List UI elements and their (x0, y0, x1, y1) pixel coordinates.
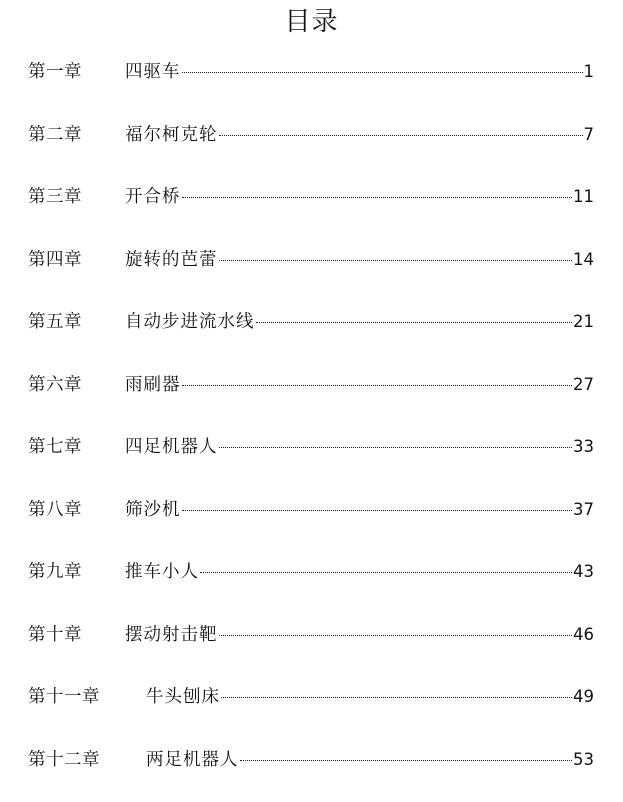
chapter-title: 摆动射击靶 (125, 623, 218, 647)
dot-leader (182, 72, 583, 73)
dot-leader (182, 385, 573, 386)
chapter-label: 第三章 (28, 185, 125, 209)
page-title: 目录 (0, 2, 623, 42)
chapter-label: 第六章 (28, 373, 125, 397)
chapter-title: 筛沙机 (125, 498, 181, 522)
toc-entry-5[interactable] (28, 302, 594, 365)
page-number: 33 (573, 435, 594, 459)
chapter-title: 推车小人 (125, 560, 199, 584)
toc-entry-11[interactable] (28, 677, 594, 740)
chapter-label: 第九章 (28, 560, 125, 584)
dot-leader (221, 697, 572, 698)
toc-entry-10[interactable] (28, 615, 594, 678)
chapter-title: 雨刷器 (125, 373, 181, 397)
toc-entry-7[interactable] (28, 427, 594, 490)
chapter-title: 四驱车 (125, 60, 181, 84)
chapter-title: 牛头刨床 (146, 685, 220, 709)
page-number: 21 (573, 310, 594, 334)
dot-leader (240, 760, 573, 761)
chapter-title: 两足机器人 (146, 748, 239, 772)
page-number: 43 (573, 560, 594, 584)
toc-entry-8[interactable] (28, 490, 594, 553)
dot-leader (219, 260, 573, 261)
chapter-label: 第一章 (28, 60, 125, 84)
dot-leader (182, 197, 573, 198)
chapter-label: 第八章 (28, 498, 125, 522)
chapter-label: 第七章 (28, 435, 125, 459)
dot-leader (219, 635, 573, 636)
page-number: 1 (584, 60, 595, 84)
chapter-label: 第十章 (28, 623, 125, 647)
toc-entry-9[interactable] (28, 552, 594, 615)
page-number: 37 (573, 498, 594, 522)
dot-leader (200, 572, 572, 573)
chapter-title: 自动步进流水线 (125, 310, 255, 334)
page-number: 11 (573, 185, 594, 209)
chapter-title: 开合桥 (125, 185, 181, 209)
page-number: 14 (573, 248, 594, 272)
page-number: 53 (573, 748, 594, 772)
dot-leader (182, 510, 573, 511)
dot-leader (256, 322, 573, 323)
chapter-label: 第十二章 (28, 748, 146, 772)
chapter-label: 第十一章 (28, 685, 146, 709)
chapter-title: 四足机器人 (125, 435, 218, 459)
dot-leader (219, 447, 573, 448)
page-number: 49 (573, 685, 594, 709)
table-of-contents (28, 52, 594, 802)
chapter-label: 第四章 (28, 248, 125, 272)
toc-entry-2[interactable] (28, 115, 594, 178)
toc-entry-6[interactable] (28, 365, 594, 428)
chapter-label: 第五章 (28, 310, 125, 334)
chapter-label: 第二章 (28, 123, 125, 147)
toc-entry-4[interactable] (28, 240, 594, 303)
page-number: 46 (573, 623, 594, 647)
page-number: 27 (573, 373, 594, 397)
toc-entry-3[interactable] (28, 177, 594, 240)
page-number: 7 (584, 123, 595, 147)
toc-entry-1[interactable] (28, 52, 594, 115)
dot-leader (219, 135, 583, 136)
chapter-title: 旋转的芭蕾 (125, 248, 218, 272)
toc-entry-12[interactable] (28, 740, 594, 802)
chapter-title: 福尔柯克轮 (125, 123, 218, 147)
